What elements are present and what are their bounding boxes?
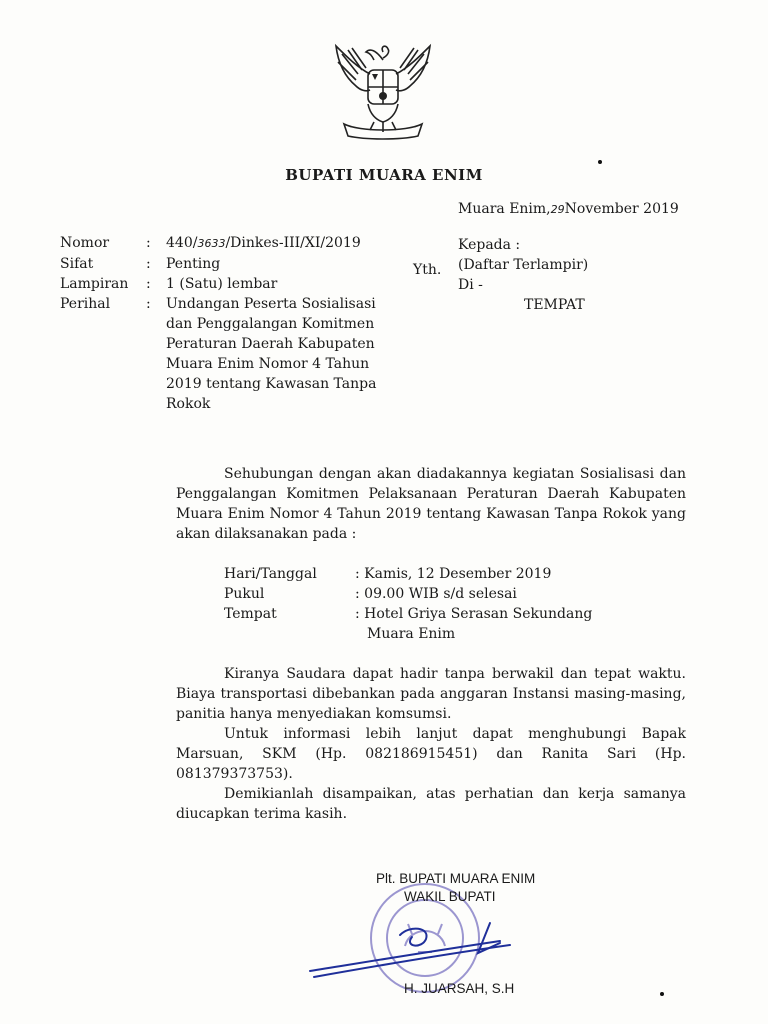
di-label: Di -: [458, 277, 483, 293]
tempat-detail-continued: Muara Enim: [367, 626, 456, 642]
event-details: [224, 564, 635, 644]
nomor-label: Nomor: [60, 235, 110, 251]
place-date-suffix: November 2019: [564, 201, 679, 217]
daftar-label: (Daftar Terlampir): [458, 257, 589, 273]
detail-row-pukul: [224, 584, 635, 604]
body-intro: [176, 464, 686, 544]
tempat-label: TEMPAT: [524, 297, 585, 313]
garuda-emblem-icon: [330, 40, 436, 140]
hari-value: : Kamis, 12 Desember 2019: [355, 566, 552, 582]
p2-text: Kiranya Saudara dapat hadir tanpa berwakil dan tepat waktu. Biaya transportasi dibebankan pada anggaran Instansi masing-masing, panitia hanya menyediakan komsumsi.: [176, 666, 686, 722]
meta-row-lampiran: [60, 274, 398, 294]
perihal-label: Perihal: [60, 296, 111, 312]
colon: :: [146, 296, 151, 312]
nomor-suffix: /Dinkes-III/XI/2019: [225, 235, 361, 251]
body-paragraph-2: [176, 664, 686, 724]
scan-speck: [660, 992, 664, 996]
kepada-label: Kepada :: [458, 237, 521, 253]
tempat-detail-value: : Hotel Griya Serasan Sekundang: [355, 606, 593, 622]
nomor-handwritten: 3633: [197, 237, 226, 250]
hari-label: Hari/Tanggal: [224, 566, 317, 582]
meta-row-nomor: [60, 233, 398, 254]
body-paragraph-4: [176, 784, 686, 824]
colon: :: [146, 256, 151, 272]
nomor-prefix: 440/: [166, 235, 198, 251]
perihal-value: Undangan Peserta Sosialisasi dan Penggalangan Komitmen Peraturan Daerah Kabupaten Muara Enim Nomor 4 Tahun 2019 tentang Kawasan Tanpa Rokok: [166, 296, 377, 412]
place-date-day: 29: [550, 203, 565, 216]
sifat-label: Sifat: [60, 256, 94, 272]
meta-row-perihal: [60, 294, 398, 414]
pukul-label: Pukul: [224, 586, 265, 602]
yth-label: Yth.: [413, 262, 442, 278]
place-date-prefix: Muara Enim,: [458, 201, 551, 217]
letter-title: BUPATI MUARA ENIM: [285, 166, 483, 184]
recipient-block: [458, 235, 588, 315]
sifat-value: Penting: [166, 256, 221, 272]
lampiran-value: 1 (Satu) lembar: [166, 276, 278, 292]
meta-row-sifat: [60, 254, 398, 274]
intro-text: Sehubungan dengan akan diadakannya kegiatan Sosialisasi dan Penggalangan Komitmen Pelaksanaan Peraturan Daerah Kabupaten Muara Enim Nomor 4 Tahun 2019 tentang Kawasan Tanpa Rokok yang akan dilaksanakan pada :: [176, 466, 686, 542]
body-paragraph-3: [176, 724, 686, 784]
nomor-value: [166, 233, 398, 254]
letter-meta: [60, 233, 398, 414]
colon: :: [146, 276, 151, 292]
signer-name: H. JUARSAH, S.H: [404, 981, 515, 996]
signature-title-2: WAKIL BUPATI: [404, 889, 496, 904]
handwritten-signature-icon: [300, 905, 520, 985]
colon: :: [146, 235, 151, 251]
p3-text: Untuk informasi lebih lanjut dapat menghubungi Bapak Marsuan, SKM (Hp. 082186915451) dan Ranita Sari (Hp. 081379373753).: [176, 726, 686, 782]
lampiran-label: Lampiran: [60, 276, 129, 292]
pukul-value: : 09.00 WIB s/d selesai: [355, 586, 517, 602]
place-date: [458, 201, 679, 217]
p4-text: Demikianlah disampaikan, atas perhatian dan kerja samanya diucapkan terima kasih.: [176, 786, 686, 822]
signature-block: [376, 870, 535, 906]
detail-row-tempat: [224, 604, 635, 624]
tempat-detail-label: Tempat: [224, 606, 277, 622]
scan-speck: [598, 160, 602, 164]
detail-row-hari: [224, 564, 635, 584]
signature-title-1: Plt. BUPATI MUARA ENIM: [376, 871, 536, 886]
